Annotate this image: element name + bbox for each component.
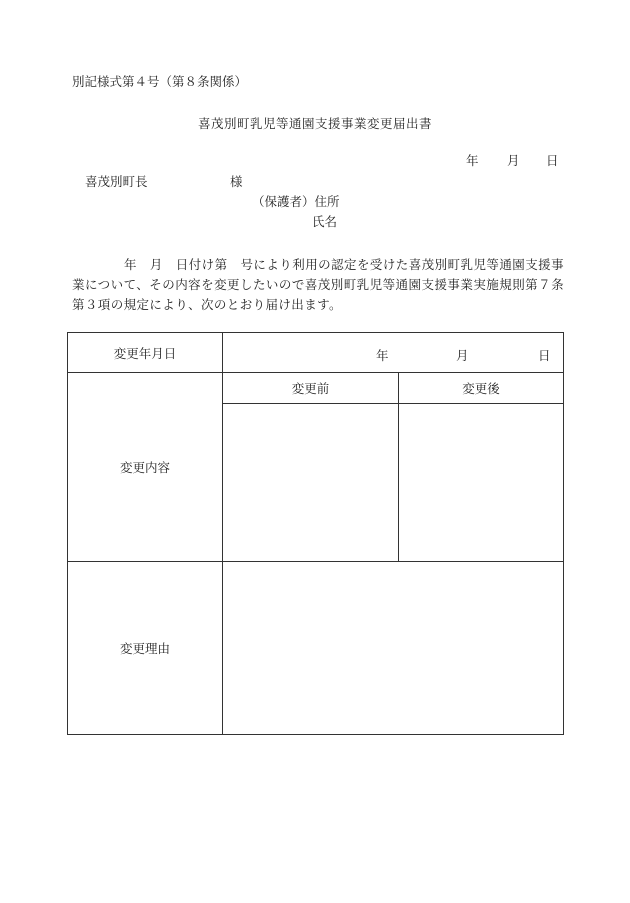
guardian-address-label: （保護者）住所 <box>252 194 340 209</box>
change-reason-label: 変更理由 <box>68 562 223 735</box>
change-date-field[interactable] <box>223 333 564 373</box>
change-date-year: 年 <box>376 348 389 363</box>
form-number: 別記様式第４号（第８条関係） <box>72 74 248 89</box>
change-form-table <box>67 332 564 735</box>
after-field[interactable] <box>399 404 564 562</box>
document-title: 喜茂別町乳児等通園支援事業変更届出書 <box>197 116 432 131</box>
date-month-label: 月 <box>507 153 520 168</box>
change-date-month: 月 <box>456 348 469 363</box>
date-day-label: 日 <box>546 153 559 168</box>
change-date-label: 変更年月日 <box>68 333 223 373</box>
change-date-day: 日 <box>538 348 551 363</box>
before-field[interactable] <box>223 404 399 562</box>
before-header: 変更前 <box>223 373 399 404</box>
honorific: 様 <box>230 174 243 189</box>
change-reason-field[interactable] <box>223 562 564 735</box>
date-year-label: 年 <box>466 153 479 168</box>
addressee: 喜茂別町長 <box>85 174 148 189</box>
body-paragraph: 年 月 日付け第 号により利用の認定を受けた喜茂別町乳児等通園支援事業について、その内容を変更したいので喜茂別町乳児等通園支援事業実施規則第７条第３項の規定により、次のとおり届け出ます。 <box>72 257 564 312</box>
name-label: 氏名 <box>312 214 338 229</box>
after-header: 変更後 <box>399 373 564 404</box>
change-content-label: 変更内容 <box>68 373 223 562</box>
